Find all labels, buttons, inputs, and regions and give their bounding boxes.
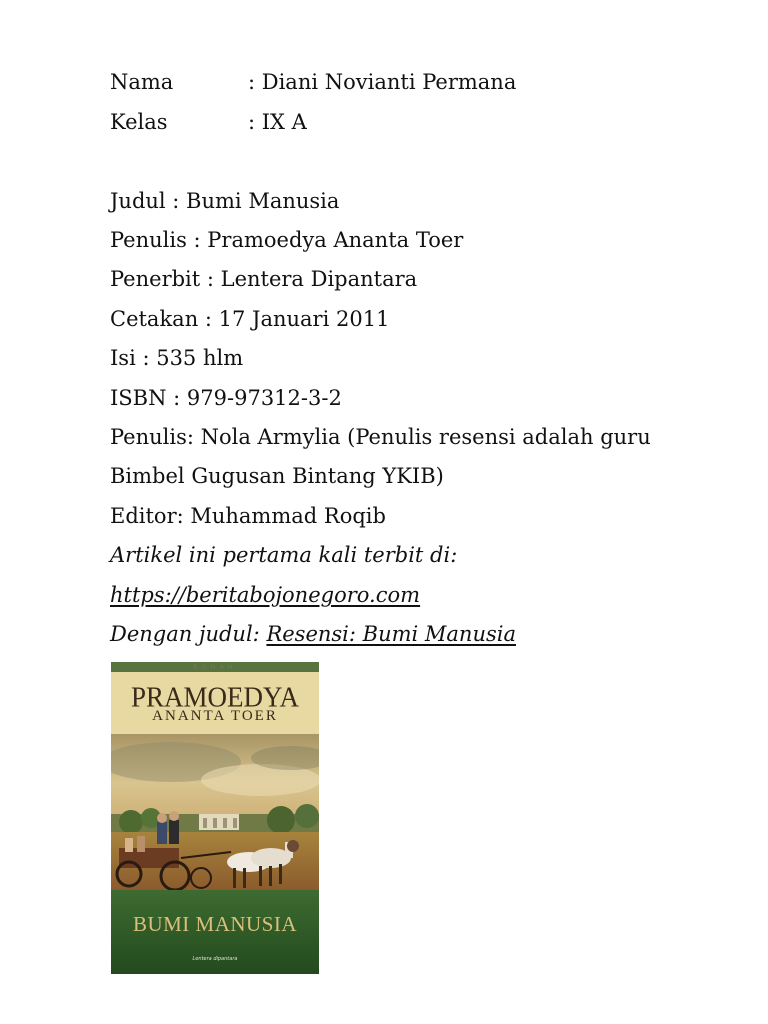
book-cover-image bbox=[111, 662, 319, 974]
source-title-prefix: Dengan judul: bbox=[110, 622, 267, 646]
book-author: Penulis : Pramoedya Ananta Toer bbox=[110, 228, 464, 252]
book-printing: Cetakan : 17 Januari 2011 bbox=[110, 307, 390, 331]
class-value: : IX A bbox=[248, 110, 307, 134]
cover-author-line1: PRAMOEDYA bbox=[130, 681, 300, 713]
name-row bbox=[110, 68, 516, 96]
book-publisher: Penerbit : Lentera Dipantara bbox=[110, 267, 418, 291]
book-title: Judul : Bumi Manusia bbox=[110, 189, 340, 213]
source-url-link[interactable]: https://beritabojonegoro.com bbox=[110, 583, 421, 607]
review-author-line2: Bimbel Gugusan Bintang YKIB) bbox=[110, 464, 444, 488]
source-title-row bbox=[110, 620, 516, 648]
cover-title: BUMI MANUSIA bbox=[132, 912, 298, 936]
name-label: Nama bbox=[110, 70, 174, 94]
book-pages: Isi : 535 hlm bbox=[110, 346, 244, 370]
editor: Editor: Muhammad Roqib bbox=[110, 504, 386, 528]
source-intro: Artikel ini pertama kali terbit di: bbox=[110, 543, 458, 567]
name-value: : Diani Novianti Permana bbox=[248, 70, 517, 94]
class-label: Kelas bbox=[110, 110, 168, 134]
cover-publisher-logo: Lentera dipantara bbox=[192, 956, 238, 962]
source-url-row bbox=[110, 581, 420, 609]
class-row bbox=[110, 108, 307, 136]
review-author-line1: Penulis: Nola Armylia (Penulis resensi adalah guru bbox=[110, 425, 651, 449]
book-isbn: ISBN : 979-97312-3-2 bbox=[110, 386, 342, 410]
source-title-link[interactable]: Resensi: Bumi Manusia bbox=[266, 622, 516, 646]
cover-series: ROMAN bbox=[193, 664, 237, 671]
cover-author-line2: ANANTA TOER bbox=[152, 708, 278, 724]
